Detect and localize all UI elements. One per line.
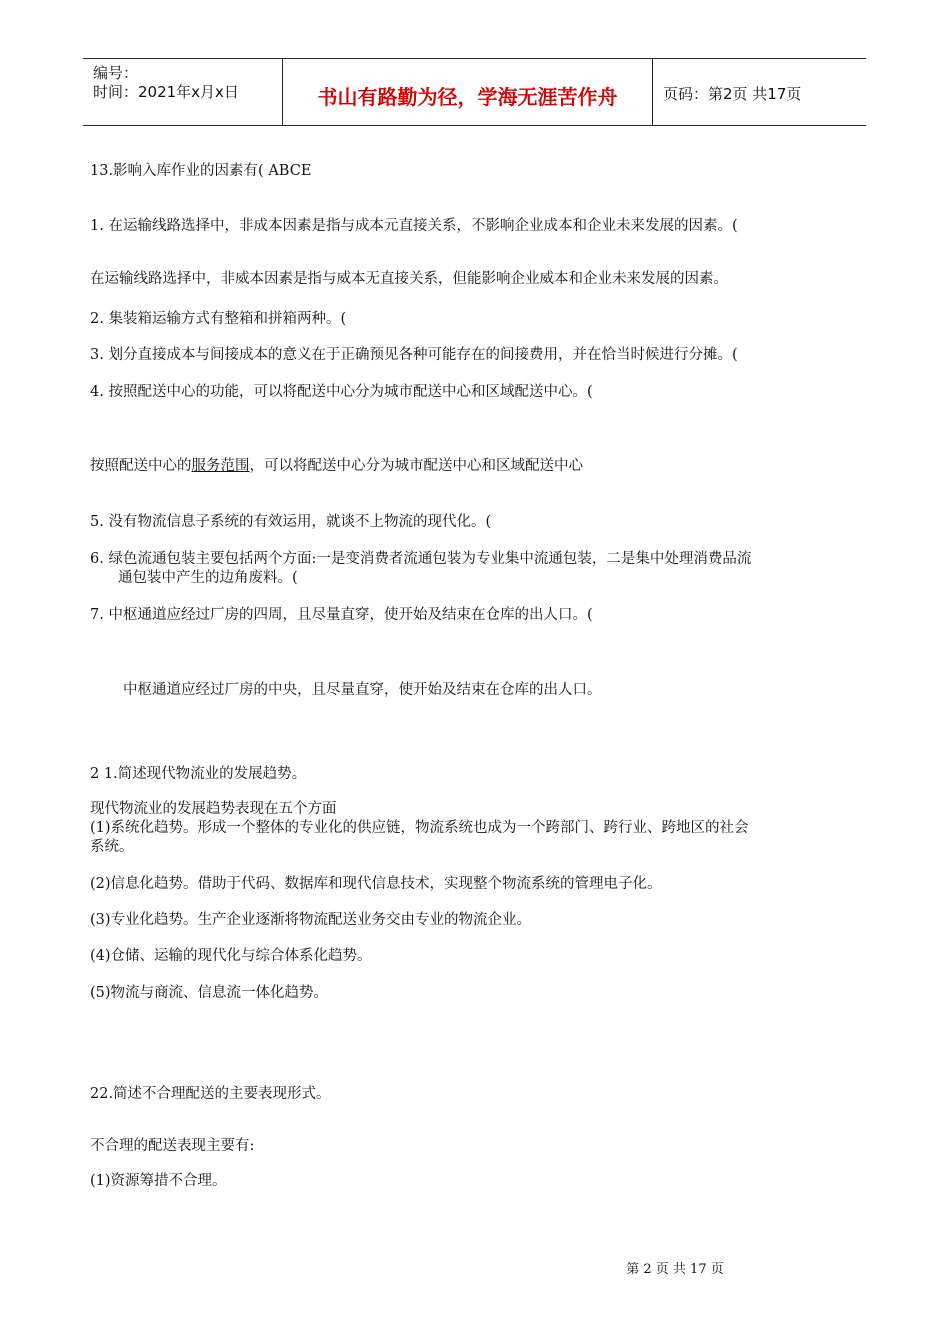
answer-item-4 bbox=[90, 457, 583, 475]
answer-21-point-3: (3)专业化趋势。生产企业逐渐将物流配送业务交由专业的物流企业。 bbox=[90, 912, 532, 928]
document-header bbox=[83, 58, 866, 126]
header-info-cell bbox=[83, 59, 283, 125]
true-false-item-4: 4. 按照配送中心的功能，可以将配送中心分为城市配送中心和区域配送中心。( bbox=[90, 384, 593, 400]
answer-item-4-prefix: 按照配送中心的 bbox=[90, 458, 192, 474]
question-21: 2 1.简述现代物流业的发展趋势。 bbox=[90, 766, 307, 782]
answer-21-point-5: (5)物流与商流、信息流一体化趋势。 bbox=[90, 985, 329, 1001]
true-false-item-5: 5. 没有物流信息子系统的有效运用，就谈不上物流的现代化。( bbox=[90, 514, 492, 530]
answer-21-point-4: (4)仓储、运输的现代化与综合体系化趋势。 bbox=[90, 948, 372, 964]
true-false-item-1: 1. 在运输线路选择中，非成本因素是指与成本元直接关系，不影响企业成本和企业未来发展的因素。( bbox=[90, 218, 738, 234]
answer-21-point-1-line-1: (1)系统化趋势。形成一个整体的专业化的供应链，物流系统也成为一个跨部门、跨行业、跨地区的社会 bbox=[90, 820, 749, 836]
header-page-info: 页码：第2页 共17页 bbox=[663, 85, 802, 103]
true-false-item-3: 3. 划分直接成本与间接成本的意义在于正确预见各种可能存在的间接费用，并在恰当时候进行分摊。( bbox=[90, 347, 738, 363]
answer-item-1: 在运输线路选择中，非威本因素是指与威本无直接关系，但能影响企业威本和企业未来发展的因素。 bbox=[90, 271, 728, 287]
header-motto: 书山有路勤为径，学海无涯苦作舟 bbox=[317, 85, 618, 109]
answer-item-4-underlined: 服务范围 bbox=[191, 458, 250, 474]
header-motto-cell bbox=[283, 59, 653, 125]
answer-item-4-suffix: ，可以将配送中心分为城市配送中心和区域配送中心 bbox=[249, 458, 583, 474]
answer-21-point-1-line-2: 系统。 bbox=[90, 839, 134, 855]
answer-21-point-2: (2)信息化趋势。借助于代码、数据库和现代信息技术，实现整个物流系统的管理电子化。 bbox=[90, 876, 662, 892]
true-false-item-6-line-1: 6. 绿色流通包装主要包括两个方面:一是变消费者流通包装为专业集中流通包装，二是集中处理消费品流 bbox=[90, 551, 752, 567]
answer-21-intro: 现代物流业的发展趋势表现在五个方面 bbox=[90, 801, 337, 817]
true-false-item-2: 2. 集装箱运输方式有整箱和拼箱两种。( bbox=[90, 311, 347, 327]
answer-item-7: 中枢通道应经过厂房的中央，且尽量直穿，使开始及结束在仓库的出人口。 bbox=[123, 682, 602, 698]
true-false-item-6-line-2: 通包装中产生的边角废料。( bbox=[118, 570, 298, 586]
question-22: 22.简述不合理配送的主要表现形式。 bbox=[90, 1086, 331, 1102]
true-false-item-7: 7. 中枢通道应经过厂房的四周，且尽量直穿，使开始及结束在仓库的出人口。( bbox=[90, 607, 593, 623]
document-number-label: 编号： bbox=[93, 64, 139, 82]
answer-22-intro: 不合理的配送表现主要有: bbox=[90, 1138, 255, 1154]
answer-22-point-1: (1)资源筹措不合理。 bbox=[90, 1173, 227, 1189]
header-page-cell bbox=[653, 59, 866, 125]
question-13: 13.影响入库作业的因素有( ABCE bbox=[90, 163, 312, 179]
page-footer: 第 2 页 共 17 页 bbox=[626, 1262, 724, 1277]
document-time-label: 时间：2021年x月x日 bbox=[93, 83, 239, 101]
